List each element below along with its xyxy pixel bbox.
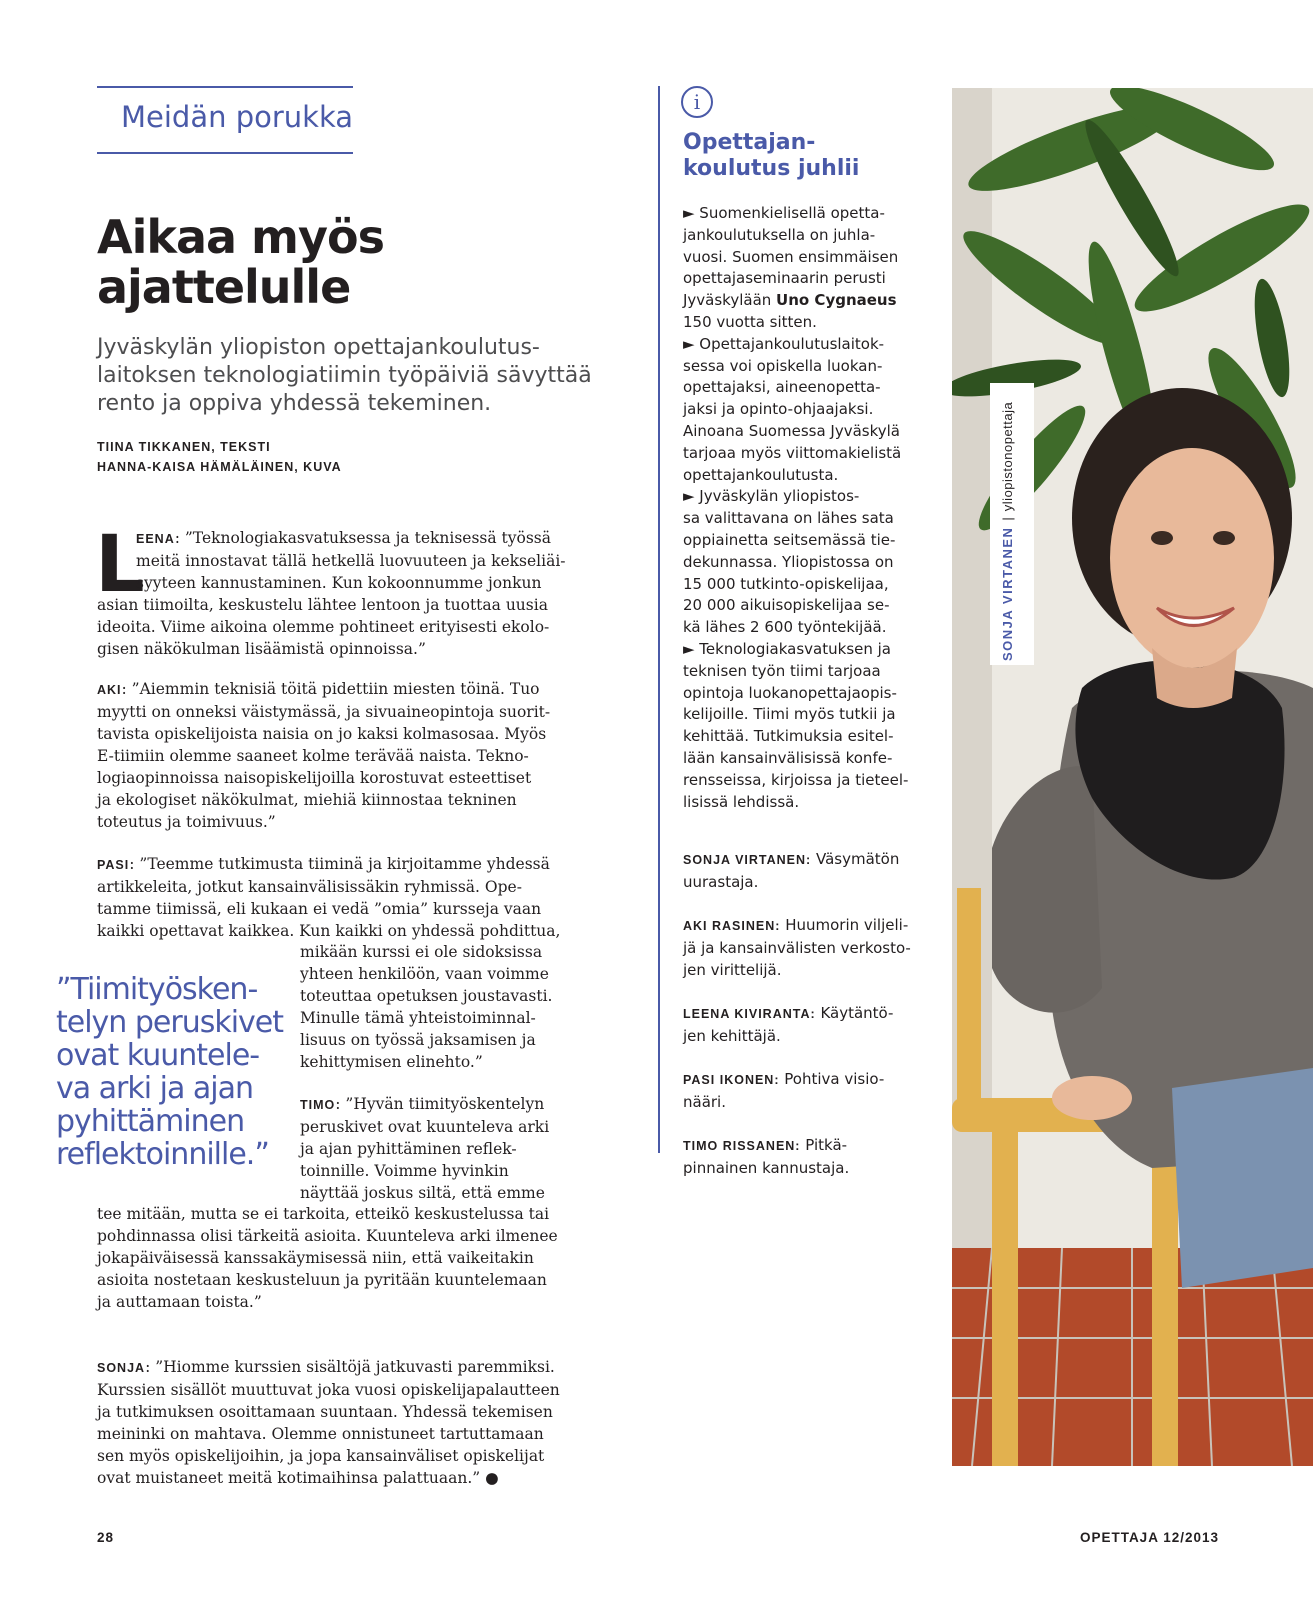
- article-credits: TIINA TIKKANEN, TEKSTI HANNA-KAISA HÄMÄLÄINEN, KUVA: [97, 440, 342, 474]
- pull-quote: ”Tiimityösken- telyn peruskivet ovat kuuntele- va arki ja ajan pyhittäminen reflektoinnille.”: [56, 972, 284, 1172]
- drop-cap: L: [95, 520, 145, 610]
- paragraph-timo-narrow: TIMO: ”Hyvän tiimityöskentelyn peruskivet ovat kuunteleva arki ja ajan pyhittäminen reflek- toinnille. Voimme hyvinkin näyttää joskus siltä, että emme: [300, 1095, 550, 1202]
- paragraph-pasi: PASI: ”Teemme tutkimusta tiiminä ja kirjoitamme yhdessä artikkeleita, jotkut kansainvälisissäkin ryhmissä. Ope- tamme tiimissä, eli kukaan ei vedä ”omia” kursseja vaan kaikki opettavat kaikkea. Kun kaikki on yhdessä pohdittua,: [97, 855, 561, 940]
- section-label: Meidän porukka: [121, 100, 353, 134]
- speaker-name: PASI: [97, 858, 130, 872]
- sidebar-divider: [658, 86, 660, 1153]
- team-member-timo: TIMO RISSANEN: Pitkä- pinnainen kannustaja.: [683, 1136, 850, 1177]
- speaker-name: EENA: [136, 532, 175, 546]
- article-lead: Jyväskylän yliopiston opettajankoulutus- laitoksen teknologiatiimin työpäiviä sävyttää rento ja oppiva yhdessä tekeminen.: [97, 335, 592, 416]
- speaker-name: TIMO: [300, 1098, 336, 1112]
- portrait-illustration: [952, 88, 1313, 1466]
- paragraph-pasi-narrow: mikään kurssi ei ole sidoksissa yhteen henkilöön, vaan voimme toteuttaa opetuksen joustavasti. Minulle tämä yhteistoiminnal- lisuus on työssä jaksamisen ja kehittymisen elinehto.”: [300, 943, 553, 1071]
- section-header: [97, 86, 353, 154]
- speaker-name: AKI: [97, 683, 122, 697]
- speaker-name: SONJA: [97, 1361, 146, 1375]
- info-icon: i: [681, 86, 713, 118]
- paragraph-timo: tee mitään, mutta se ei tarkoita, etteikö keskustelussa tai pohdinnassa olisi tärkeitä asioita. Kuunteleva arki ilmenee jokapäiväisessä kanssakäymisessä niin, että vaikeitakin asioita nostetaan keskusteluun ja pyritään kuuntelemaan ja auttamaan toista.”: [97, 1205, 558, 1311]
- team-member-leena: LEENA KIVIRANTA: Käytäntö- jen kehittäjä.: [683, 1004, 894, 1045]
- highlighted-name: Uno Cygnaeus: [776, 291, 897, 310]
- paragraph-sonja: SONJA: ”Hiomme kurssien sisältöjä jatkuvasti paremmiksi. Kurssien sisällöt muuttuvat joka vuosi opiskelijapalautteen ja tutkimuksen osoittamaan suuntaan. Yhdessä tekemisen meininki on mahtava. Olemme onnistuneet tartuttamaan sen myös opiskelijoihin, ja jopa kansainväliset opiskelijat ovat muistaneet meitä kotimaihinsa palattuaan.” ●: [97, 1358, 560, 1487]
- team-member-sonja: SONJA VIRTANEN: Väsymätön uurastaja.: [683, 850, 900, 891]
- publication-issue: OPETTAJA 12/2013: [1079, 1530, 1219, 1545]
- photo-caption: SONJA VIRTANEN|yliopistonopettaja: [1000, 401, 1015, 661]
- paragraph-leena: EENA: ”Teknologiakasvatuksessa ja teknisessä työssä meitä innostavat tällä hetkellä luovuuteen ja kekseliäi- syyteen kannustaminen. Kun kokoonnumme jonkun asian tiimoilta, keskustelu lähtee lentoon ja tuottaa uusia ideoita. Viime aikoina olemme pohtineet erityisesti ekolo- gisen näkökulman lisäämistä opinnoissa.”: [97, 529, 566, 658]
- sidebar-text: ► Suomenkielisellä opetta- jankoulutuksella on juhla- vuosi. Suomen ensimmäisen opettajaseminaarin perusti Jyväskylään Uno Cygnaeus 150 vuotta sitten. ► Opettajankoulutuslaitok- sessa voi opiskella luokan- opettajaksi, aineenopetta- jaksi ja opinto-ohjaajaksi. Ainoana Suomessa Jyväskylä tarjoaa myös viittomakielistä opettajankoulutusta. ► Jyväskylän yliopistos- sa valittavana on lähes sata oppiainetta seitsemässä tie- dekunnassa. Yliopistossa on 15 000 tutkinto-opiskelijaa, 20 000 aikuisopiskelijaa se- kä lähes 2 600 työntekijää. ► Teknologiakasvatuksen ja teknisen työn tiimi tarjoaa opintoja luokanopettajaopis- kelijoille. Tiimi myös tutkii ja kehittää. Tutkimuksia esitel- lään kansainvälisissä konfe- rensseissa, kirjoissa ja tieteel- lisissä lehdissä.: [683, 204, 909, 811]
- page-number: 28: [97, 1530, 115, 1545]
- portrait-photo: [952, 88, 1313, 1466]
- article-title: Aikaa myös ajattelulle: [97, 210, 384, 314]
- paragraph-aki: AKI: ”Aiemmin teknisiä töitä pidettiin miesten töinä. Tuo myytti on onneksi väistymässä, ja sivuaineopintoja suorit- tavista opiskelijoista naisia on jo kaksi kolmasosaa. Myös E-tiimiin olemme saaneet kolme terävää naista. Tekno- logiaopinnoissa naisopiskelijoilla korostuvat esteettiset ja ekologiset näkökulmat, miehiä kiinnostaa tekninen toteutus ja toimivuus.”: [97, 680, 551, 831]
- team-member-aki: AKI RASINEN: Huumorin viljeli- jä ja kansainvälisten verkosto- jen virittelijä.: [683, 916, 911, 979]
- team-member-pasi: PASI IKONEN: Pohtiva visio- nääri.: [683, 1070, 885, 1111]
- sidebar-title: Opettajan- koulutus juhlii: [683, 130, 860, 181]
